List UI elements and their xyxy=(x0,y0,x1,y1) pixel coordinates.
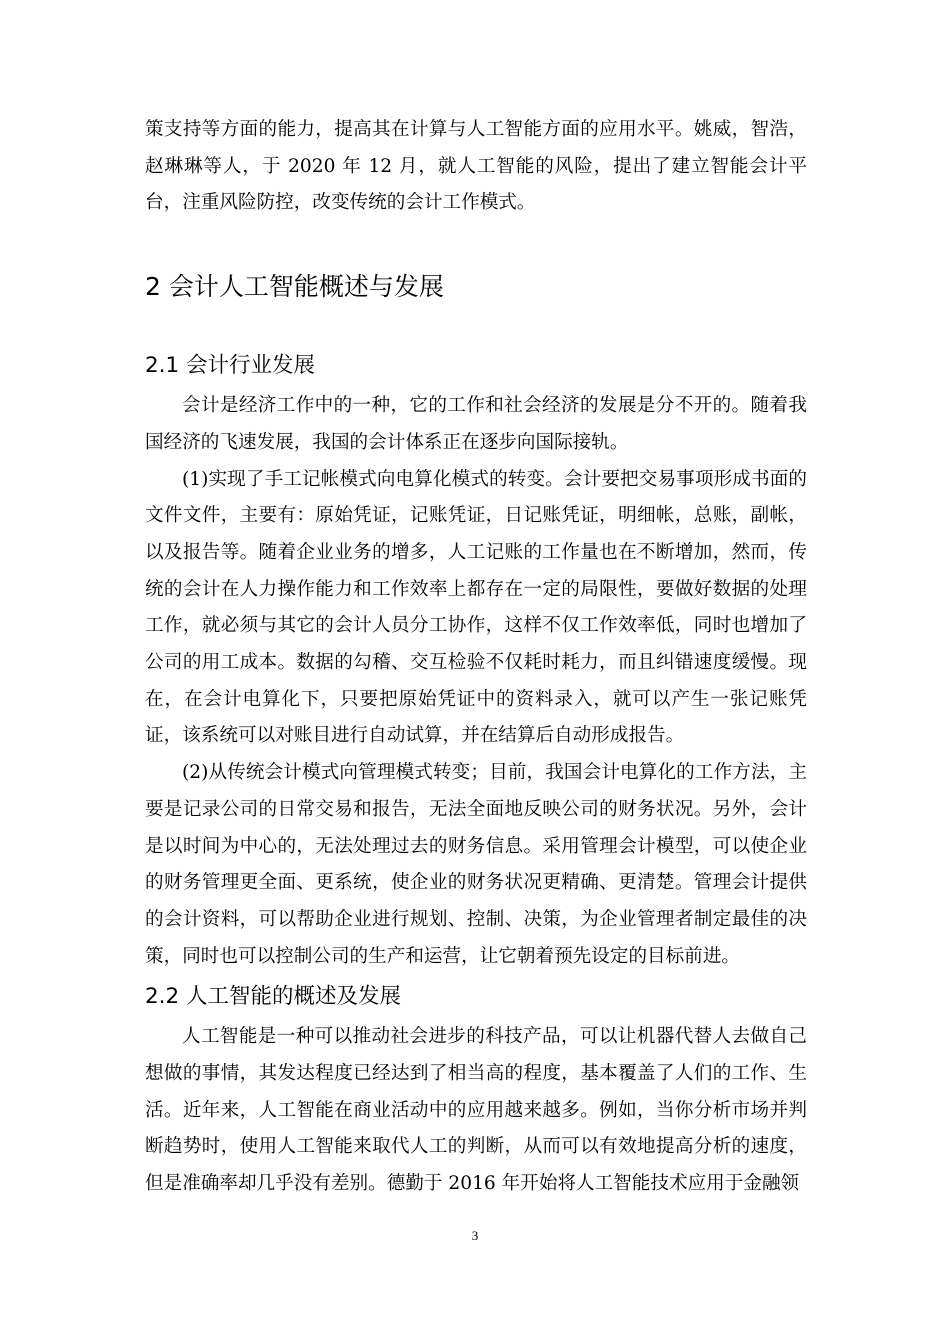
chapter-heading: 2 会计人工智能概述与发展 xyxy=(145,272,444,302)
section-2-2-paragraph-1: 人工智能是一种可以推动社会进步的科技产品，可以让机器代替人去做自己想做的事情，其发达程度已经达到了相当高的程度，基本覆盖了人们的工作、生活。近年来，人工智能在商业活动中的应用越来越多。例如，当你分析市场并判断趋势时，使用人工智能来取代人工的判断，从而可以有效地提高分析的速度，但是准确率却几乎没有差别。德勤于 2016 年开始将人工智能技术应用于金融领 xyxy=(145,1026,807,1195)
section-2-1-paragraph-1: 会计是经济工作中的一种，它的工作和社会经济的发展是分不开的。随着我国经济的飞速发展，我国的会计体系正在逐步向国际接轨。 xyxy=(145,395,807,453)
section-heading-2-1: 2.1 会计行业发展 xyxy=(145,353,316,379)
page-content xyxy=(145,112,807,1203)
intro-paragraph: 策支持等方面的能力，提高其在计算与人工智能方面的应用水平。姚威，智浩，赵琳琳等人，于 2020 年 12 月，就人工智能的风险，提出了建立智能会计平台，注重风险防控，改变传统的会计工作模式。 xyxy=(145,119,807,214)
section-heading-2-2: 2.2 人工智能的概述及发展 xyxy=(145,984,402,1010)
section-2-1-paragraph-3: (2)从传统会计模式向管理模式转变；目前，我国会计电算化的工作方法，主要是记录公司的日常交易和报告，无法全面地反映公司的财务状况。另外，会计是以时间为中心的，无法处理过去的财务信息。采用管理会计模型，可以使企业的财务管理更全面、更系统，使企业的财务状况更精确、更清楚。管理会计提供的会计资料，可以帮助企业进行规划、控制、决策，为企业管理者制定最佳的决策，同时也可以控制公司的生产和运营，让它朝着预先设定的目标前进。 xyxy=(145,762,807,967)
page-number: 3 xyxy=(471,1228,479,1243)
section-2-1-paragraph-2: (1)实现了手工记帐模式向电算化模式的转变。会计要把交易事项形成书面的文件文件，主要有：原始凭证，记账凭证，日记账凭证，明细帐，总账，副帐，以及报告等。随着企业业务的增多，人工记账的工作量也在不断增加，然而，传统的会计在人力操作能力和工作效率上都存在一定的局限性，要做好数据的处理工作，就必须与其它的会计人员分工协作，这样不仅工作效率低，同时也增加了公司的用工成本。数据的勾稽、交互检验不仅耗时耗力，而且纠错速度缓慢。现在，在会计电算化下，只要把原始凭证中的资料录入，就可以产生一张记账凭证，该系统可以对账目进行自动试算，并在结算后自动形成报告。 xyxy=(145,468,807,747)
